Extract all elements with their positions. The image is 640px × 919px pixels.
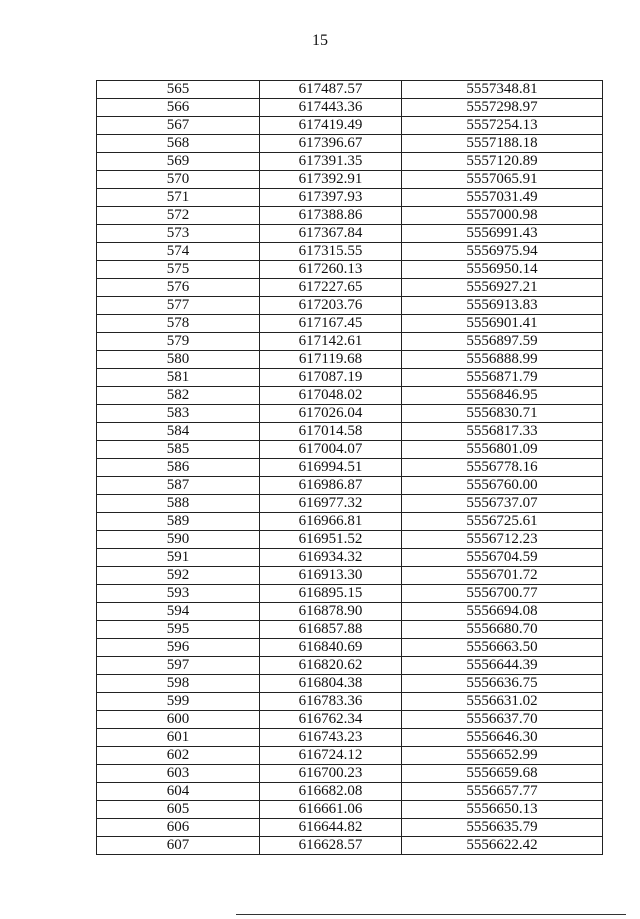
point-number-cell: 603 — [97, 765, 260, 783]
y-coordinate-cell: 5556652.99 — [402, 747, 603, 765]
point-number-cell: 580 — [97, 351, 260, 369]
y-coordinate-cell: 5556636.75 — [402, 675, 603, 693]
table-row — [97, 531, 603, 549]
table-row — [97, 261, 603, 279]
point-number-cell: 595 — [97, 621, 260, 639]
point-number-cell: 600 — [97, 711, 260, 729]
point-number-cell: 584 — [97, 423, 260, 441]
y-coordinate-cell: 5556637.70 — [402, 711, 603, 729]
table-row — [97, 423, 603, 441]
point-number-cell: 583 — [97, 405, 260, 423]
coordinates-table-body — [97, 81, 603, 855]
point-number-cell: 582 — [97, 387, 260, 405]
y-coordinate-cell: 5556913.83 — [402, 297, 603, 315]
table-row — [97, 639, 603, 657]
y-coordinate-cell: 5557254.13 — [402, 117, 603, 135]
x-coordinate-cell: 616951.52 — [260, 531, 402, 549]
table-row — [97, 567, 603, 585]
table-row — [97, 135, 603, 153]
y-coordinate-cell: 5556725.61 — [402, 513, 603, 531]
x-coordinate-cell: 617487.57 — [260, 81, 402, 99]
page-number: 15 — [312, 32, 328, 49]
table-row — [97, 657, 603, 675]
y-coordinate-cell: 5556631.02 — [402, 693, 603, 711]
point-number-cell: 599 — [97, 693, 260, 711]
point-number-cell: 574 — [97, 243, 260, 261]
y-coordinate-cell: 5556644.39 — [402, 657, 603, 675]
point-number-cell: 569 — [97, 153, 260, 171]
x-coordinate-cell: 616820.62 — [260, 657, 402, 675]
x-coordinate-cell: 616661.06 — [260, 801, 402, 819]
x-coordinate-cell: 617004.07 — [260, 441, 402, 459]
table-row — [97, 99, 603, 117]
y-coordinate-cell: 5556646.30 — [402, 729, 603, 747]
table-row — [97, 81, 603, 99]
x-coordinate-cell: 616994.51 — [260, 459, 402, 477]
x-coordinate-cell: 617026.04 — [260, 405, 402, 423]
x-coordinate-cell: 617392.91 — [260, 171, 402, 189]
x-coordinate-cell: 617315.55 — [260, 243, 402, 261]
y-coordinate-cell: 5556701.72 — [402, 567, 603, 585]
point-number-cell: 590 — [97, 531, 260, 549]
y-coordinate-cell: 5556663.50 — [402, 639, 603, 657]
x-coordinate-cell: 617014.58 — [260, 423, 402, 441]
x-coordinate-cell: 616966.81 — [260, 513, 402, 531]
x-coordinate-cell: 616628.57 — [260, 837, 402, 855]
y-coordinate-cell: 5556760.00 — [402, 477, 603, 495]
y-coordinate-cell: 5557188.18 — [402, 135, 603, 153]
table-row — [97, 819, 603, 837]
y-coordinate-cell: 5556659.68 — [402, 765, 603, 783]
y-coordinate-cell: 5557120.89 — [402, 153, 603, 171]
x-coordinate-cell: 617443.36 — [260, 99, 402, 117]
y-coordinate-cell: 5556700.77 — [402, 585, 603, 603]
table-row — [97, 279, 603, 297]
point-number-cell: 576 — [97, 279, 260, 297]
x-coordinate-cell: 617048.02 — [260, 387, 402, 405]
point-number-cell: 585 — [97, 441, 260, 459]
point-number-cell: 605 — [97, 801, 260, 819]
y-coordinate-cell: 5556846.95 — [402, 387, 603, 405]
y-coordinate-cell: 5557348.81 — [402, 81, 603, 99]
table-row — [97, 171, 603, 189]
point-number-cell: 573 — [97, 225, 260, 243]
point-number-cell: 601 — [97, 729, 260, 747]
x-coordinate-cell: 617119.68 — [260, 351, 402, 369]
x-coordinate-cell: 617227.65 — [260, 279, 402, 297]
table-row — [97, 441, 603, 459]
table-row — [97, 621, 603, 639]
x-coordinate-cell: 617419.49 — [260, 117, 402, 135]
y-coordinate-cell: 5556871.79 — [402, 369, 603, 387]
table-row — [97, 783, 603, 801]
y-coordinate-cell: 5556975.94 — [402, 243, 603, 261]
table-row — [97, 675, 603, 693]
y-coordinate-cell: 5556817.33 — [402, 423, 603, 441]
point-number-cell: 592 — [97, 567, 260, 585]
table-row — [97, 387, 603, 405]
y-coordinate-cell: 5556680.70 — [402, 621, 603, 639]
point-number-cell: 598 — [97, 675, 260, 693]
x-coordinate-cell: 617397.93 — [260, 189, 402, 207]
point-number-cell: 572 — [97, 207, 260, 225]
table-row — [97, 477, 603, 495]
x-coordinate-cell: 617167.45 — [260, 315, 402, 333]
y-coordinate-cell: 5556704.59 — [402, 549, 603, 567]
table-row — [97, 153, 603, 171]
y-coordinate-cell: 5557000.98 — [402, 207, 603, 225]
table-row — [97, 189, 603, 207]
table-row — [97, 207, 603, 225]
point-number-cell: 591 — [97, 549, 260, 567]
x-coordinate-cell: 616762.34 — [260, 711, 402, 729]
table-row — [97, 369, 603, 387]
table-row — [97, 747, 603, 765]
x-coordinate-cell: 616804.38 — [260, 675, 402, 693]
table-row — [97, 405, 603, 423]
y-coordinate-cell: 5556650.13 — [402, 801, 603, 819]
y-coordinate-cell: 5556927.21 — [402, 279, 603, 297]
x-coordinate-cell: 617396.67 — [260, 135, 402, 153]
x-coordinate-cell: 616743.23 — [260, 729, 402, 747]
table-row — [97, 513, 603, 531]
y-coordinate-cell: 5556778.16 — [402, 459, 603, 477]
point-number-cell: 602 — [97, 747, 260, 765]
x-coordinate-cell: 617367.84 — [260, 225, 402, 243]
table-row — [97, 315, 603, 333]
x-coordinate-cell: 616913.30 — [260, 567, 402, 585]
x-coordinate-cell: 616783.36 — [260, 693, 402, 711]
point-number-cell: 589 — [97, 513, 260, 531]
point-number-cell: 596 — [97, 639, 260, 657]
y-coordinate-cell: 5556622.42 — [402, 837, 603, 855]
x-coordinate-cell: 616977.32 — [260, 495, 402, 513]
y-coordinate-cell: 5556830.71 — [402, 405, 603, 423]
point-number-cell: 579 — [97, 333, 260, 351]
table-row — [97, 117, 603, 135]
y-coordinate-cell: 5557031.49 — [402, 189, 603, 207]
x-coordinate-cell: 617391.35 — [260, 153, 402, 171]
x-coordinate-cell: 617142.61 — [260, 333, 402, 351]
x-coordinate-cell: 616724.12 — [260, 747, 402, 765]
table-row — [97, 297, 603, 315]
table-row — [97, 693, 603, 711]
y-coordinate-cell: 5556950.14 — [402, 261, 603, 279]
x-coordinate-cell: 617203.76 — [260, 297, 402, 315]
point-number-cell: 575 — [97, 261, 260, 279]
point-number-cell: 577 — [97, 297, 260, 315]
y-coordinate-cell: 5556694.08 — [402, 603, 603, 621]
point-number-cell: 566 — [97, 99, 260, 117]
y-coordinate-cell: 5556801.09 — [402, 441, 603, 459]
x-coordinate-cell: 616878.90 — [260, 603, 402, 621]
table-row — [97, 225, 603, 243]
y-coordinate-cell: 5556737.07 — [402, 495, 603, 513]
x-coordinate-cell: 617260.13 — [260, 261, 402, 279]
y-coordinate-cell: 5556712.23 — [402, 531, 603, 549]
y-coordinate-cell: 5556635.79 — [402, 819, 603, 837]
y-coordinate-cell: 5556897.59 — [402, 333, 603, 351]
point-number-cell: 570 — [97, 171, 260, 189]
table-row — [97, 549, 603, 567]
point-number-cell: 565 — [97, 81, 260, 99]
x-coordinate-cell: 617087.19 — [260, 369, 402, 387]
coordinates-table — [96, 80, 603, 855]
y-coordinate-cell: 5556888.99 — [402, 351, 603, 369]
table-row — [97, 243, 603, 261]
point-number-cell: 606 — [97, 819, 260, 837]
table-row — [97, 459, 603, 477]
point-number-cell: 594 — [97, 603, 260, 621]
table-row — [97, 495, 603, 513]
table-row — [97, 801, 603, 819]
table-row — [97, 837, 603, 855]
x-coordinate-cell: 616644.82 — [260, 819, 402, 837]
y-coordinate-cell: 5557065.91 — [402, 171, 603, 189]
point-number-cell: 588 — [97, 495, 260, 513]
x-coordinate-cell: 616840.69 — [260, 639, 402, 657]
y-coordinate-cell: 5556991.43 — [402, 225, 603, 243]
x-coordinate-cell: 616895.15 — [260, 585, 402, 603]
point-number-cell: 586 — [97, 459, 260, 477]
x-coordinate-cell: 616700.23 — [260, 765, 402, 783]
table-row — [97, 729, 603, 747]
table-row — [97, 765, 603, 783]
point-number-cell: 604 — [97, 783, 260, 801]
point-number-cell: 607 — [97, 837, 260, 855]
table-row — [97, 333, 603, 351]
y-coordinate-cell: 5556901.41 — [402, 315, 603, 333]
x-coordinate-cell: 616857.88 — [260, 621, 402, 639]
table-row — [97, 585, 603, 603]
x-coordinate-cell: 616682.08 — [260, 783, 402, 801]
table-row — [97, 351, 603, 369]
point-number-cell: 567 — [97, 117, 260, 135]
bottom-rule — [236, 914, 626, 915]
table-row — [97, 711, 603, 729]
point-number-cell: 587 — [97, 477, 260, 495]
x-coordinate-cell: 617388.86 — [260, 207, 402, 225]
point-number-cell: 581 — [97, 369, 260, 387]
y-coordinate-cell: 5557298.97 — [402, 99, 603, 117]
point-number-cell: 568 — [97, 135, 260, 153]
point-number-cell: 578 — [97, 315, 260, 333]
table-row — [97, 603, 603, 621]
x-coordinate-cell: 616934.32 — [260, 549, 402, 567]
point-number-cell: 571 — [97, 189, 260, 207]
point-number-cell: 593 — [97, 585, 260, 603]
point-number-cell: 597 — [97, 657, 260, 675]
y-coordinate-cell: 5556657.77 — [402, 783, 603, 801]
x-coordinate-cell: 616986.87 — [260, 477, 402, 495]
